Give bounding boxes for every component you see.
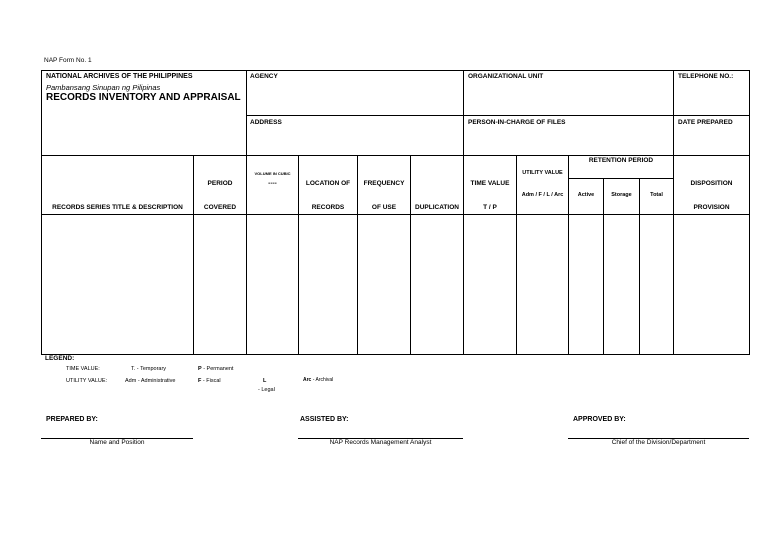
prepared-by-caption: Name and Position <box>89 439 145 446</box>
approved-by-label: APPROVED BY: <box>573 416 626 423</box>
legend-t: T. - Temporary <box>131 366 167 372</box>
assisted-by-label: ASSISTED BY: <box>300 416 349 423</box>
org-name-local: Pambansang Sinupan ng Pilipinas <box>46 83 161 92</box>
approved-by-caption: Chief of the Division/Department <box>611 439 706 446</box>
col-title-desc: RECORDS SERIES TITLE & DESCRIPTION <box>52 204 183 211</box>
legend-adm: Adm - Administrative <box>125 378 176 384</box>
legend-utility-value-label: UTILITY VALUE: <box>66 378 108 384</box>
table-bottom-border <box>41 354 750 355</box>
date-prepared-label: DATE PREPARED <box>678 119 733 126</box>
table-right-border <box>749 70 750 355</box>
column-header-bottom <box>41 214 750 215</box>
legend-title: LEGEND: <box>45 355 75 362</box>
agency-label: AGENCY <box>250 73 278 80</box>
legend-f: F - Fiscal <box>198 378 221 384</box>
form-title: RECORDS INVENTORY AND APPRAISAL <box>46 92 241 103</box>
col-time-value-line2: T / P <box>483 204 497 211</box>
col-vline-total <box>639 178 640 355</box>
col-retention-total: Total <box>650 192 663 198</box>
col-vline-active <box>568 155 569 355</box>
col-vline-utility <box>516 155 517 355</box>
legend-time-value-label: TIME VALUE: <box>66 366 100 372</box>
col-volume-line1: VOLUME IN CUBIC <box>254 171 291 176</box>
table-left-border <box>41 70 42 355</box>
col-frequency-line1: FREQUENCY <box>363 180 405 187</box>
table-top-border <box>41 70 750 71</box>
col-disposition-line1: DISPOSITION <box>690 180 733 187</box>
telephone-label: TELEPHONE NO.: <box>678 73 734 80</box>
form-number: NAP Form No. 1 <box>44 57 92 64</box>
col-retention-period: RETENTION PERIOD <box>588 157 654 164</box>
col-frequency-line2: OF USE <box>371 204 397 211</box>
col-retention-storage: Storage <box>611 192 632 198</box>
header-divider <box>246 115 750 116</box>
col-retention-active: Active <box>577 192 595 198</box>
header-vline-3 <box>673 70 674 155</box>
org-name: NATIONAL ARCHIVES OF THE PHILIPPINES <box>46 73 193 80</box>
legend-l-desc: - Legal <box>258 387 275 393</box>
column-header-top <box>41 155 750 156</box>
legend-arc: Arc - Archival <box>303 377 334 383</box>
header-vline-2 <box>463 70 464 155</box>
col-vline-duplication <box>410 155 411 355</box>
col-duplication: DUPLICATION <box>415 204 459 211</box>
org-unit-label: ORGANIZATIONAL UNIT <box>468 73 544 80</box>
col-period-line2: COVERED <box>203 204 237 211</box>
retention-divider <box>568 178 673 179</box>
assisted-by-caption: NAP Records Management Analyst <box>329 439 432 446</box>
col-utility-value-line2: Adm / F / L / Arc <box>521 192 564 198</box>
person-in-charge-label: PERSON-IN-CHARGE OF FILES <box>468 119 566 126</box>
col-volume-line2: ---- <box>268 180 277 187</box>
col-vline-storage <box>603 178 604 355</box>
legend-l-code: L <box>263 378 267 384</box>
col-location-line1: LOCATION OF <box>305 180 351 187</box>
col-period-line1: PERIOD <box>207 180 233 187</box>
legend-p: P - Permanent <box>198 366 234 372</box>
col-time-value-line1: TIME VALUE <box>470 180 510 187</box>
col-utility-value-line1: UTILITY VALUE <box>522 170 563 176</box>
col-disposition-line2: PROVISION <box>693 204 730 211</box>
header-vline-1 <box>246 70 247 155</box>
address-label: ADDRESS <box>250 119 282 126</box>
col-location-line2: RECORDS <box>311 204 345 211</box>
prepared-by-label: PREPARED BY: <box>46 416 98 423</box>
